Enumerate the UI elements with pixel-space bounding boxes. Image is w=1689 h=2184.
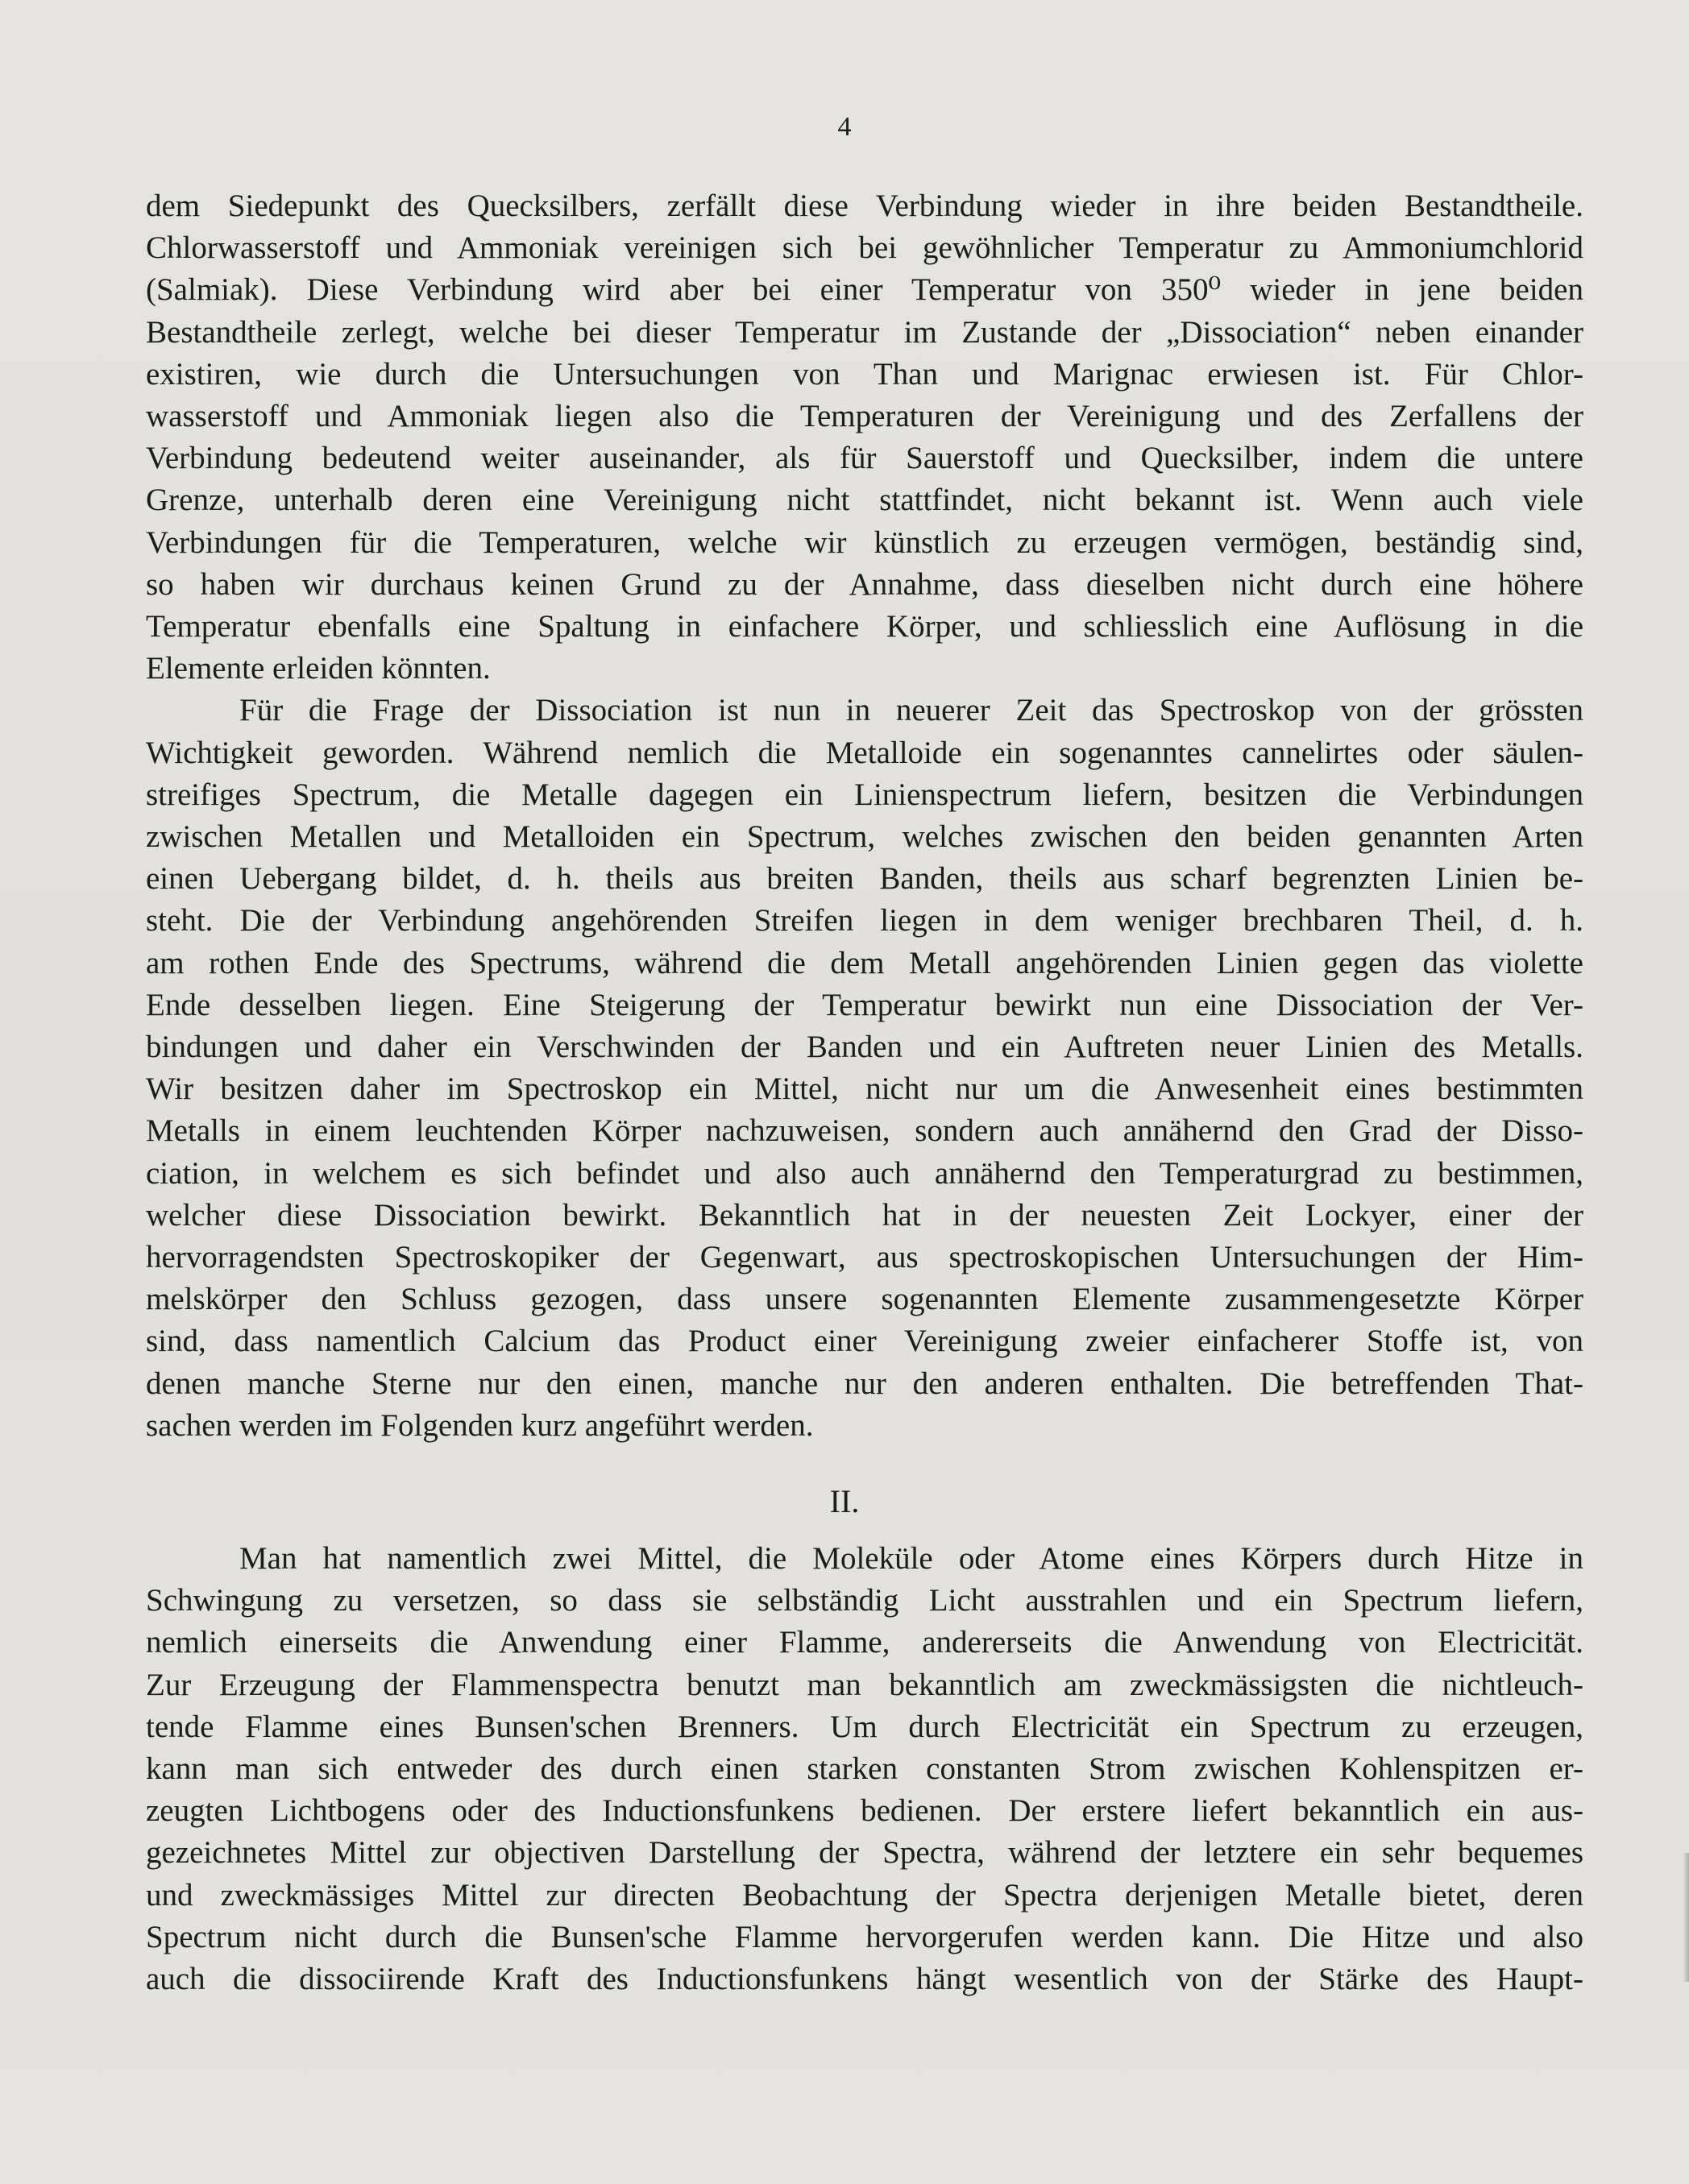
text-line: welcher diese Dissociation bewirkt. Bekanntlich hat in der neuesten Zeit Lockyer, einer der [146, 1197, 1583, 1233]
text-line: zeugten Lichtbogens oder des Inductionsfunkens bedienen. Der erstere liefert bekanntlich ein aus- [146, 1793, 1583, 1829]
text-line: denen manche Sterne nur den einen, manche nur den anderen enthalten. Die betreffenden That- [146, 1366, 1583, 1401]
text-line: sind, dass namentlich Calcium das Product einer Vereinigung zweier einfacherer Stoffe ist, von [146, 1324, 1583, 1359]
text-line: Wichtigkeit geworden. Während nemlich die Metalloide ein sogenanntes cannelirtes oder säulen- [146, 735, 1583, 770]
text-line: steht. Die der Verbindung angehörenden Streifen liegen in dem weniger brechbaren Theil, d. h. [146, 903, 1583, 939]
page-number: 4 [837, 112, 852, 142]
text-line: streifiges Spectrum, die Metalle dagegen ein Linienspectrum liefern, besitzen die Verbindungen [146, 777, 1583, 812]
text-line: Schwingung zu versetzen, so dass sie selbständig Licht ausstrahlen und ein Spectrum liefern, [146, 1583, 1583, 1618]
text-line: wasserstoff und Ammoniak liegen also die Temperaturen der Vereinigung und des Zerfallens der [146, 399, 1583, 434]
text-line: Ende desselben liegen. Eine Steigerung der Temperatur bewirkt nun eine Dissociation der Ver- [146, 987, 1583, 1022]
section-2-text [146, 1538, 1583, 2000]
text-line: zwischen Metallen und Metalloiden ein Spectrum, welches zwischen den beiden genannten Arten [146, 819, 1583, 855]
section-1-text [146, 185, 1583, 1447]
text-line: Verbindungen für die Temperaturen, welche wir künstlich zu erzeugen vermögen, beständig sind, [146, 524, 1583, 560]
text-line: hervorragendsten Spectroskopiker der Gegenwart, aus spectroskopischen Untersuchungen der Him- [146, 1240, 1583, 1275]
text-line: nemlich einerseits die Anwendung einer Flamme, andererseits die Anwendung von Electricität. [146, 1625, 1583, 1660]
text-line: Temperatur ebenfalls eine Spaltung in einfachere Körper, und schliesslich eine Auflösung in die [146, 609, 1583, 644]
text-line: Chlorwasserstoff und Ammoniak vereinigen sich bei gewöhnlicher Temperatur zu Ammoniumchlorid [146, 230, 1583, 266]
text-line: so haben wir durchaus keinen Grund zu der Annahme, dass dieselben nicht durch eine höhere [146, 566, 1583, 602]
text-line: gezeichnetes Mittel zur objectiven Darstellung der Spectra, während der letztere ein sehr bequemes [146, 1835, 1583, 1871]
text-line: Zur Erzeugung der Flammenspectra benutzt man bekanntlich am zweckmässigsten die nichtleuch- [146, 1667, 1583, 1702]
text-line: Bestandtheile zerlegt, welche bei dieser Temperatur im Zustande der „Dissociation“ neben einander [146, 314, 1583, 350]
section-heading: II. [829, 1483, 860, 1519]
text-line: sachen werden im Folgenden kurz angeführt werden. [146, 1407, 814, 1443]
text-line: auch die dissociirende Kraft des Inductionsfunkens hängt wesentlich von der Stärke des Haupt- [146, 1962, 1583, 1997]
page-edge-shadow [1683, 1853, 1689, 1982]
text-line: dem Siedepunkt des Quecksilbers, zerfällt diese Verbindung wieder in ihre beiden Bestandtheile. [146, 189, 1583, 223]
text-line: einen Uebergang bildet, d. h. theils aus breiten Banden, theils aus scharf begrenzten Linien be- [146, 861, 1583, 897]
text-line: Grenze, unterhalb deren eine Vereinigung nicht stattfindet, nicht bekannt ist. Wenn auch viele [146, 483, 1583, 518]
paragraph-start-line: Man hat namentlich zwei Mittel, die Moleküle oder Atome eines Körpers durch Hitze in [239, 1541, 1583, 1576]
text-line: bindungen und daher ein Verschwinden der Banden und ein Auftreten neuer Linien des Metalls. [146, 1030, 1583, 1065]
text-line: Metalls in einem leuchtenden Körper nachzuweisen, sondern auch annähernd den Grad der Disso- [146, 1113, 1583, 1149]
paragraph-start-line: Für die Frage der Dissociation ist nun in neuerer Zeit das Spectroskop von der grössten [239, 693, 1583, 728]
text-line: kann man sich entweder des durch einen starken constanten Strom zwischen Kohlenspitzen er- [146, 1751, 1583, 1787]
text-line: melskörper den Schluss gezogen, dass unsere sogenannten Elemente zusammengesetzte Körper [146, 1282, 1583, 1317]
text-line: am rothen Ende des Spectrums, während die dem Metall angehörenden Linien gegen das violette [146, 945, 1583, 980]
text-line: Verbindung bedeutend weiter auseinander, als für Sauerstoff und Quecksilber, indem die untere [146, 441, 1583, 476]
text-line: Elemente erleiden könnten. [146, 651, 491, 686]
text-line: tende Flamme eines Bunsen'schen Brenners. Um durch Electricität ein Spectrum zu erzeugen, [146, 1709, 1583, 1744]
text-line: ciation, in welchem es sich befindet und also auch annähernd den Temperaturgrad zu bestimmen, [146, 1155, 1583, 1191]
text-line: Spectrum nicht durch die Bunsen'sche Flamme hervorgerufen werden kann. Die Hitze und also [146, 1919, 1583, 1954]
text-line: Wir besitzen daher im Spectroskop ein Mittel, nicht nur um die Anwesenheit eines bestimmten [146, 1071, 1583, 1107]
text-line: und zweckmässiges Mittel zur directen Beobachtung der Spectra derjenigen Metalle bietet, deren [146, 1877, 1583, 1913]
text-line: existiren, wie durch die Untersuchungen von Than und Marignac erwiesen ist. Für Chlor- [146, 356, 1583, 392]
text-line: (Salmiak). Diese Verbindung wird aber bei einer Temperatur von 350⁰ wieder in jene beiden [146, 272, 1583, 308]
